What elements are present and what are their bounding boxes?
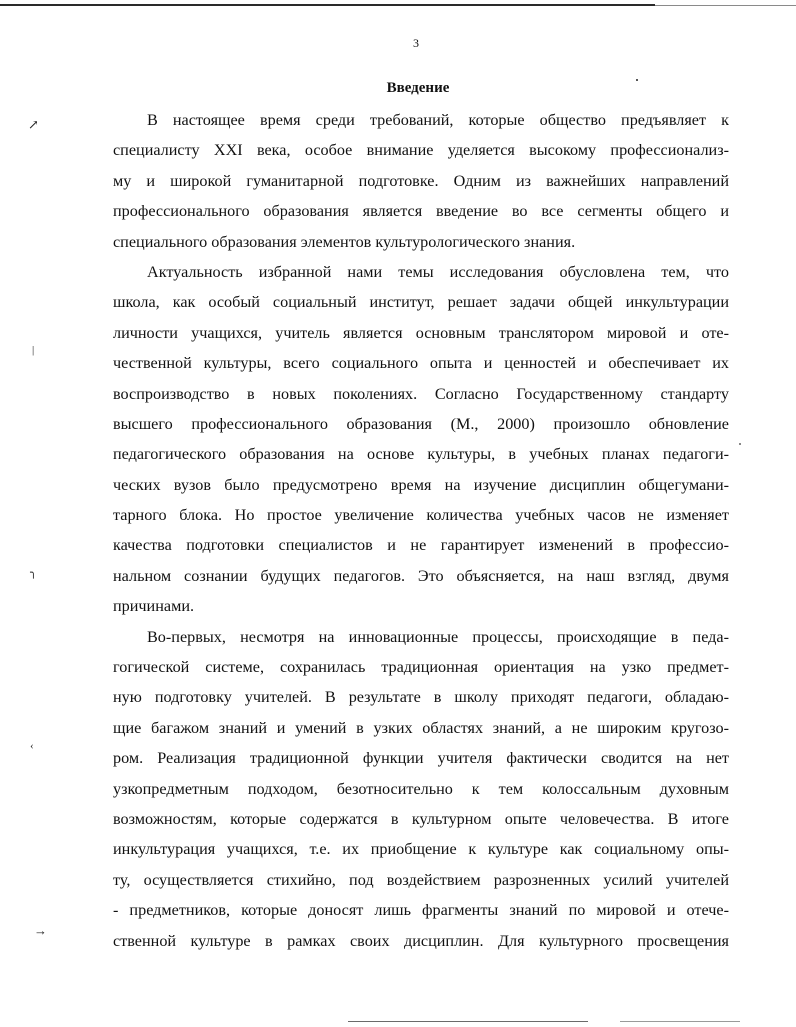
text-line: возможностям, которые содержатся в культурном опыте человечества. В итоге <box>113 809 729 828</box>
body-text <box>113 105 729 956</box>
text-line: ром. Реализация традиционной функции учителя фактически сводится на нет <box>113 749 729 768</box>
text-line: школа, как особый социальный институт, решает задачи общей инкультурации <box>113 293 729 312</box>
text-line: нальном сознании будущих педагогов. Это объясняется, на наш взгляд, двумя <box>113 566 729 585</box>
text-line: ственной культуре в рамках своих дисциплин. Для культурного просвещения <box>113 931 729 950</box>
section-heading: Введение <box>386 80 450 96</box>
text-line: инкультурация учащихся, т.е. их приобщение к культуре как социальному опы- <box>113 840 729 859</box>
text-line: щие багажом знаний и умений в узких областях знаний, а не широким кругозо- <box>113 718 729 737</box>
text-line: - предметников, которые доносят лишь фрагменты знаний по мировой и отече- <box>113 901 729 920</box>
scan-speck <box>739 443 741 445</box>
text-line: высшего профессионального образования (М., 2000) произошло обновление <box>113 414 729 433</box>
text-line: му и широкой гуманитарной подготовке. Одним из важнейших направлений <box>113 171 729 190</box>
margin-mark-icon: | <box>32 344 35 356</box>
text-line: ту, осуществляется стихийно, под воздействием разрозненных усилий учителей <box>113 870 729 889</box>
margin-mark-icon: → <box>34 923 47 938</box>
top-border-line-thin <box>655 5 796 6</box>
text-line: Во-первых, несмотря на инновационные процессы, происходящие в педа- <box>147 627 729 646</box>
scan-speck <box>636 79 638 81</box>
text-line: специалисту XXI века, особое внимание уделяется высокому профессионализ- <box>113 141 729 160</box>
margin-mark-icon: ‹ <box>30 740 34 752</box>
text-line: качества подготовки специалистов и не гарантирует изменений в профессио- <box>113 536 729 555</box>
top-border-line <box>0 4 655 6</box>
margin-mark-icon: ↗ <box>28 117 39 132</box>
text-line: причинами. <box>113 597 195 616</box>
text-line: чественной культуры, всего социального опыта и ценностей и обеспечивает их <box>113 354 729 373</box>
text-line: Актуальность избранной нами темы исследования обусловлена тем, что <box>147 262 729 281</box>
text-line: ческих вузов было предусмотрено время на изучение дисциплин общегумани- <box>113 475 729 494</box>
page-number: 3 <box>413 36 419 50</box>
text-line: узкопредметным подходом, безотносительно к тем колоссальным духовным <box>113 779 729 798</box>
text-line: специального образования элементов культурологического знания. <box>113 232 576 251</box>
margin-mark-icon: ╮ <box>30 567 37 579</box>
text-line: личности учащихся, учитель является основным транслятором мировой и оте- <box>113 323 729 342</box>
text-line: педагогического образования на основе культуры, в учебных планах педагоги- <box>113 445 729 464</box>
text-line: В настоящее время среди требований, которые общество предъявляет к <box>147 111 729 129</box>
text-line: тарного блока. Но простое увеличение количества учебных часов не изменяет <box>113 506 729 525</box>
text-line: гогической системе, сохранилась традиционная ориентация на узко предмет- <box>113 658 729 677</box>
bottom-border-line <box>620 1021 740 1022</box>
bottom-border-line <box>348 1021 588 1022</box>
text-line: воспроизводство в новых поколениях. Согласно Государственному стандарту <box>113 384 729 403</box>
text-line: профессионального образования является введение во все сегменты общего и <box>113 202 729 221</box>
text-line: ную подготовку учителей. В результате в школу приходят педагоги, обладаю- <box>113 688 729 707</box>
